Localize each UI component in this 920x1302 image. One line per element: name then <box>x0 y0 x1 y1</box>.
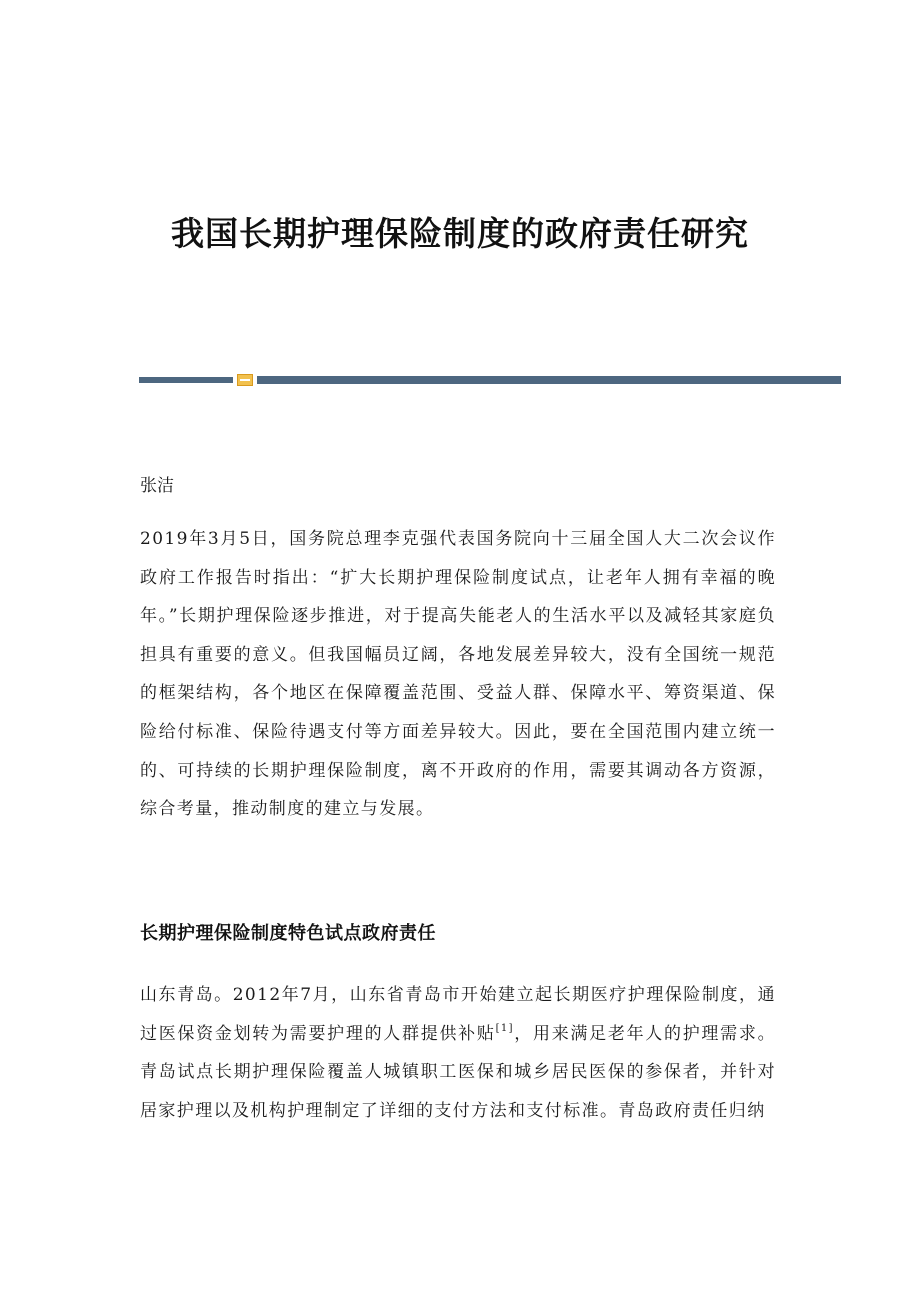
author-name: 张洁 <box>140 476 174 496</box>
divider-bar-right <box>257 376 841 384</box>
reference-marker: [1] <box>495 1022 514 1034</box>
section-heading: 长期护理保险制度特色试点政府责任 <box>140 923 436 944</box>
paragraph-text: 山东青岛。2012年7月，山东省青岛市开始建立起长期医疗护理保险制度，通过医保资金划转为需要护理的人群提供补贴 <box>140 985 776 1044</box>
title-divider <box>139 374 841 386</box>
body-paragraph-intro: 2019年3月5日，国务院总理李克强代表国务院向十三届全国人大二次会议作政府工作报告时指出：“扩大长期护理保险制度试点，让老年人拥有幸福的晚年。”长期护理保险逐步推进，对于提高失能老人的生活水平以及减轻其家庭负担具有重要的意义。但我国幅员辽阔，各地发展差异较大，没有全国统一规范的框架结构，各个地区在保障覆盖范围、受益人群、保障水平、筹资渠道、保险给付标准、保险待遇支付等方面差异较大。因此，要在全国范围内建立统一的、可持续的长期护理保险制度，离不开政府的作用，需要其调动各方资源，综合考量，推动制度的建立与发展。 <box>140 529 776 820</box>
body-paragraph-qingdao <box>140 976 776 1130</box>
divider-badge-icon <box>237 374 253 386</box>
paragraph-text: ，用来满足老年人的护理需求。青岛试点长期护理保险覆盖人城镇职工医保和城乡居民医保的参保者，并针对居家护理以及机构护理制定了详细的支付方法和支付标准。青岛政府责任归纳 <box>140 1023 776 1121</box>
divider-bar-left <box>139 377 233 383</box>
document-title: 我国长期护理保险制度的政府责任研究 <box>171 214 749 253</box>
